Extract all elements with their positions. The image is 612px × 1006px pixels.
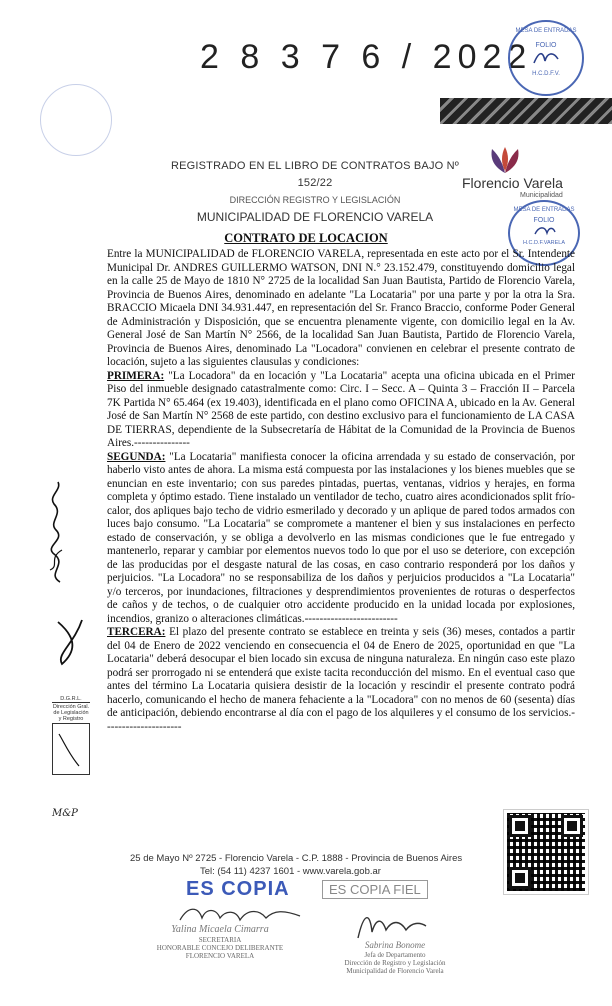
dgrl-box: [52, 724, 90, 775]
seal-mid-footer: H.C.D.F.VARELA: [522, 240, 566, 246]
registro-line3: MUNICIPALIDAD DE FLORENCIO VARELA: [196, 210, 434, 224]
dgrl-line2: Dirección Gral. de Legislación y Registro: [52, 704, 90, 722]
qr-finder-top-right: [561, 815, 583, 837]
dgrl-line1: D.G.R.L.: [52, 696, 90, 703]
right-sig-role: Jefa de Departamento: [364, 951, 426, 959]
logo-name: Florencio Varela: [462, 175, 563, 191]
clause-primera: [107, 370, 575, 451]
contract-title: CONTRATO DE LOCACION: [224, 231, 388, 245]
left-sig-role: SECRETARIA: [198, 936, 242, 944]
seal-mid-text: MESA DE ENTRADAS: [513, 207, 575, 213]
dgrl-check-mark: [53, 724, 91, 772]
clause-segunda-text: "La Locataria" manifiesta conocer la oficina arrendada y su estado de conservación, por haberlo visto antes de ahora. La misma está compuesta por las instalaciones y los bienes muebles que se enuncian en este inventario; con sus paredes pintadas, puertas, ventanas, vidrios y herajes, en forma completa y óptimo estado. Tiene instalado un ventilador de techo, cuatro aires acondicionados split frío-calor, dos apliques bajo techo de vidrio esmerilado y decorado y un aplique de pared todos armados con luces bajo consumo. "La Locataria" se compromete a mantener el bien y sus instalaciones en perfecto estado de conservación, y se obliga a devolverlo en las mismas condiciones que le fue entregado y mantenerlo, reparar y cambiar por elementos nuevos todo lo que por el uso se deteriore, con excepción de las producidas por el desgaste natural de las cosas, en caso contrario responderá por los daños y perjuicios. "La Locadora" no se responsabiliza de los daños y perjuicios producidos a "La Locataria" y/o terceros, por inundaciones, filtraciones y desprendimientos provenientes de roturas o desperfectos de caños y de techos, o de cualquier otro accidente producido en la unidad locada por explosiones, incendios, granizo o alteraciones climáticas.-------------------------: [107, 450, 575, 625]
florencio-varela-logo-icon: [488, 145, 522, 175]
seal-top-text: MESA DE ENTRADAS: [515, 28, 577, 34]
margin-signature-1: [40, 478, 74, 588]
seal-top-folio: FOLIO: [535, 42, 557, 49]
folio-handwritten-mark: [531, 49, 561, 67]
es-copia-fiel-stamp: ES COPIA FIEL: [322, 880, 428, 899]
seal-top-folio-number: [510, 49, 582, 71]
clause-primera-text: "La Locadora" da en locación y "La Locataria" acepta una oficina ubicada en el Primer Piso del inmueble designado catastralmente como: Circ. I – Secc. A – Quinta 3 – Fracción II – Parcela 7K Partida N° 65.464 (ex 19.403), identificada en el plano como OFICINA A, ubicado en la Av. General José de San Martín N° 2568 de este partido, con destino exclusivo para el funcionamiento de LA CASA DE TIERRAS, dependiente de la Subsecretaría de Hábitat de la Comunidad de la Provincia de Buenos Aires.---------------: [107, 369, 575, 449]
contract-intro: Entre la MUNICIPALIDAD de FLORENCIO VARELA, representada en este acto por el Sr. Intendente Municipal Dr. ANDRES GUILLERMO WATSON, DNI N.° 23.152.479, constituyendo domicilio legal en la calle 25 de Mayo de 1810 N° 2725 de la localidad San Juan Bautista, Partido de Florencio Varela, Provincia de Buenos Aires, denominado en adelante "La Locataria" por una parte y por la otra la Sra. BRACCIO Micaela DNI 34.931.447, en representación del Sr. Franco Braccio, conforme Poder General de Administración y Disposición, que se encuentra plenamente vigente, con domicilio legal en la Av. General José de San Martín N° 2566, de la localidad San Juan Bautista, Partido de Florencio Varela, Provincia de Buenos Aires, denominado La "Locadora" convienen en celebrar el presente contrato de locación, sujeto a las siguientes clausulas y condiciones:: [107, 248, 575, 368]
dgrl-initials: M&P: [52, 808, 78, 819]
left-signature-block: [150, 924, 290, 960]
expediente-number: 2 8 3 7 6 / 2022: [200, 38, 533, 76]
clause-tercera: [107, 626, 575, 734]
left-sig-org2: FLORENCIO VARELA: [185, 952, 255, 960]
left-sig-org1: HONORABLE CONCEJO DELIBERANTE: [156, 944, 284, 952]
right-signature-block: [330, 940, 460, 975]
footer-contact: Tel: (54 11) 4237 1601 - www.varela.gob.ar: [200, 866, 381, 877]
dgrl-stamp: [52, 696, 90, 817]
footer-address: 25 de Mayo Nº 2725 - Florencio Varela - C.P. 1888 - Provincia de Buenos Aires: [130, 853, 463, 864]
mesa-entradas-seal-top: [508, 20, 584, 96]
logo-subtitle: Municipalidad: [520, 192, 563, 199]
registro-line1: REGISTRADO EN EL LIBRO DE CONTRATOS BAJO Nº 152/22: [170, 160, 460, 189]
left-sig-name: Yalina Micaela Cimarra: [171, 924, 269, 935]
right-sig-org1: Dirección de Registro y Legislación: [344, 959, 446, 967]
qr-finder-top-left: [509, 815, 531, 837]
header-stripe: [440, 98, 612, 124]
seal-mid-folio: FOLIO: [533, 217, 555, 224]
right-sig-org2: Municipalidad de Florencio Varela: [346, 967, 444, 975]
contract-body: [107, 248, 575, 734]
registro-line2: DIRECCIÓN REGISTRO Y LEGISLACIÓN: [229, 195, 401, 205]
page-footer: [130, 852, 462, 878]
right-sig-name: Sabrina Bonome: [364, 940, 426, 950]
registro-stamp: [170, 158, 460, 226]
margin-signature-2: [52, 614, 88, 670]
es-copia-stamp: ES COPIA: [186, 878, 290, 900]
seal-top-footer: H.C.D.F.V.: [532, 71, 560, 77]
faint-seal-left: [40, 84, 112, 156]
qr-code: [504, 810, 588, 894]
clause-tercera-text: El plazo del presente contrato se establece en treinta y seis (36) meses, contados a partir del 04 de Enero de 2022 venciendo en consecuencia el 04 de Enero de 2025, oportunidad en que "La Locataria" deberá desocupar el bien locado sin excusa de ninguna naturaleza. En ningún caso este plazo podrá ser prorrogado ni se entenderá que existe tacita reconducción del mismo. En el eventual caso que antes del término La Locataria quisiera desistir de la locación y rescindir el presente contrato podrá hacerlo, comunicando el hecho de manera fehaciente a la "Locadora" con no menos de 60 (sesenta) días de anticipación, debiendo encontrarse al día con el pago de los alquileres y el consumo de los servicios.---------------------: [107, 626, 575, 733]
right-signature: [350, 908, 430, 942]
qr-finder-bottom-left: [509, 867, 531, 889]
clause-segunda: [107, 451, 575, 627]
clause-primera-label: PRIMERA:: [107, 369, 165, 382]
clause-segunda-label: SEGUNDA:: [107, 450, 166, 463]
clause-tercera-label: TERCERA:: [107, 626, 166, 638]
